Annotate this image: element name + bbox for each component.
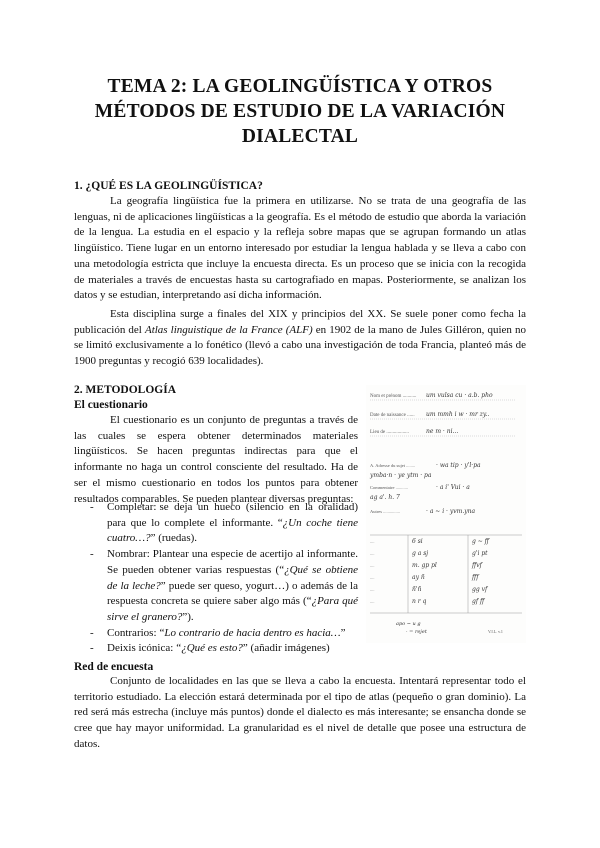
- para2-text-start: Esta disciplina surge a finales del XIX y principios del XX. Se suele poner como fecha la publicación del: [74, 308, 526, 336]
- atlas-title: Atlas linguistique de la France (ALF): [144, 323, 313, 336]
- section-1-paragraph-2: [74, 307, 526, 370]
- para2-text-end: en 1902 de la mano de Jules Gilléron, quien no se limitó exclusivamente a lo fonético (llevó a cabo una investigación de toda Francia, planteó más de 1900 preguntas y recogió 639 localidades).: [74, 323, 526, 368]
- svg-text:um mmh i w · mr zy..: um mmh i w · mr zy..: [426, 411, 490, 418]
- section-1-paragraph-1: La geografía lingüística fue la primera en utilizarse. No se trata de una geografía de las lenguas, ni de aplicaciones lingüísticas a la geografía. Es el método de estudio que aborda la variación de la lengua. La estudia en el espacio y la refleja sobre mapas que se agrupan formando un atlas lingüístico. Tiene lugar en un entorno interesado por estudiar la lengua hablada y se lleva a cabo con una metodología estricta que incluye la encuesta directa. Es un proceso que se inicia con la recogida de materiales a través de encuestas hasta su cartografiado en mapas. Posteriormente, se analizan los datos y se estudian, interpretando así dicha información.: [74, 195, 526, 302]
- svg-text:m. gp pl: m. gp pl: [412, 562, 437, 569]
- svg-text:....: ....: [370, 539, 375, 544]
- svg-text:g a sj: g a sj: [412, 550, 429, 557]
- section-1-heading: 1. ¿QUÉ ES LA GEOLINGÜÍSTICA?: [74, 180, 263, 192]
- svg-text:....: ....: [370, 587, 375, 592]
- svg-text:Commentaire ...........: Commentaire ...........: [370, 485, 408, 490]
- svg-text:Lieu de ..................: Lieu de ..................: [370, 430, 409, 435]
- svg-text:ffvf: ffvf: [472, 562, 482, 569]
- svg-text:V.I.L. v.1: V.I.L. v.1: [488, 629, 503, 634]
- svg-text:Date de naissance ......: Date de naissance ......: [370, 413, 415, 418]
- svg-text:n r q: n r q: [412, 598, 427, 605]
- title-line-2: MÉTODOS DE ESTUDIO DE LA VARIACIÓN: [94, 101, 506, 122]
- list-item: - Deixis icónica: “¿Qué es esto?” (añadir imágenes): [90, 642, 330, 655]
- svg-text:g ~ ff: g ~ ff: [472, 538, 489, 545]
- svg-text:gg vf: gg vf: [472, 586, 488, 593]
- svg-text:ay ñ: ay ñ: [412, 574, 425, 581]
- svg-text:ag a'. h. 7: ag a'. h. 7: [370, 494, 400, 501]
- svg-text:Nom et prénom ...........: Nom et prénom ...........: [370, 394, 417, 399]
- svg-text:· = rejet: · = rejet: [406, 629, 427, 635]
- svg-text:A. Adresse du sujet ........: A. Adresse du sujet ........: [370, 463, 416, 468]
- list-item: - Contrarios: “Lo contrario de hacia dentro es hacia…”: [90, 626, 346, 639]
- svg-text:ymba·n · ye ytm · pa: ymba·n · ye ytm · pa: [370, 472, 432, 479]
- section-2-heading: 2. METODOLOGÍA: [74, 384, 177, 396]
- questionnaire-scan-image: [366, 385, 526, 643]
- svg-text:6 si: 6 si: [412, 538, 423, 545]
- title-line-1: TEMA 2: LA GEOLINGÜÍSTICA Y OTROS: [107, 76, 493, 97]
- red-encuesta-paragraph: Conjunto de localidades en las que se lleva a cabo la encuesta. Intentará representar todo el territorio estudiado. La elección estará determinada por el tipo de atlas (pequeño o gran dominio). La red será más estrecha (incluye más puntos) donde el dialecto es más interesante; se ensancha donde se cree que hay mayor uniformidad. La granularidad es el nivel de detalle que posee una estructura de datos.: [74, 675, 526, 750]
- svg-text:· wa tip · y'l·pa: · wa tip · y'l·pa: [436, 462, 481, 469]
- svg-text:· a ~ i · yvm.yna: · a ~ i · yvm.yna: [426, 508, 476, 515]
- list-item: - Nombrar: Plantear una especie de acertijo al informante. Se pueden obtener varias respuestas (“¿Qué se obtiene de la leche?” puede ser queso, yogurt…) o además de la respuesta concreta se quiere saber algo más (“¿Para qué sirve el granero?”).: [90, 548, 358, 623]
- svg-text:gf ff: gf ff: [472, 598, 485, 605]
- questionnaire-form-drawing: [366, 385, 526, 643]
- question-types-list: [90, 500, 358, 657]
- subheading-red-encuesta: Red de encuesta: [74, 661, 154, 673]
- title-line-3: DIALECTAL: [241, 126, 359, 147]
- cuestionario-paragraph: El cuestionario es un conjunto de preguntas a través de las cuales se espera obtener determinados materiales lingüísticos. Se hacen preguntas indirectas para que el informante no haga un control consciente del resultado. Ha de ser el mismo cuestionario en todos los puntos para obtener resultados comparables. Se pueden plantear diversas preguntas:: [74, 414, 358, 505]
- svg-text:fff: fff: [472, 574, 479, 581]
- list-item: - Completar: se deja un hueco (silencio en la oralidad) para que lo complete el informante. “¿Un coche tiene cuatro…?” (ruedas).: [90, 501, 359, 545]
- svg-text:um vulsa cu · a.b. pho: um vulsa cu · a.b. pho: [426, 392, 493, 399]
- svg-text:....: ....: [370, 575, 375, 580]
- svg-text:g'i pt: g'i pt: [472, 550, 488, 557]
- svg-text:Autres ...............: Autres ...............: [370, 509, 400, 514]
- document-title: [80, 74, 520, 149]
- svg-text:....: ....: [370, 599, 375, 604]
- subheading-cuestionario: El cuestionario: [74, 399, 148, 411]
- svg-text:....: ....: [370, 563, 375, 568]
- svg-text:ne m · ni...: ne m · ni...: [426, 428, 459, 435]
- svg-text:....: ....: [370, 551, 375, 556]
- svg-text:· a i' Vui · a: · a i' Vui · a: [436, 484, 470, 491]
- svg-text:ñ'ñ: ñ'ñ: [412, 586, 422, 593]
- svg-text:apo ~ u g: apo ~ u g: [396, 621, 421, 627]
